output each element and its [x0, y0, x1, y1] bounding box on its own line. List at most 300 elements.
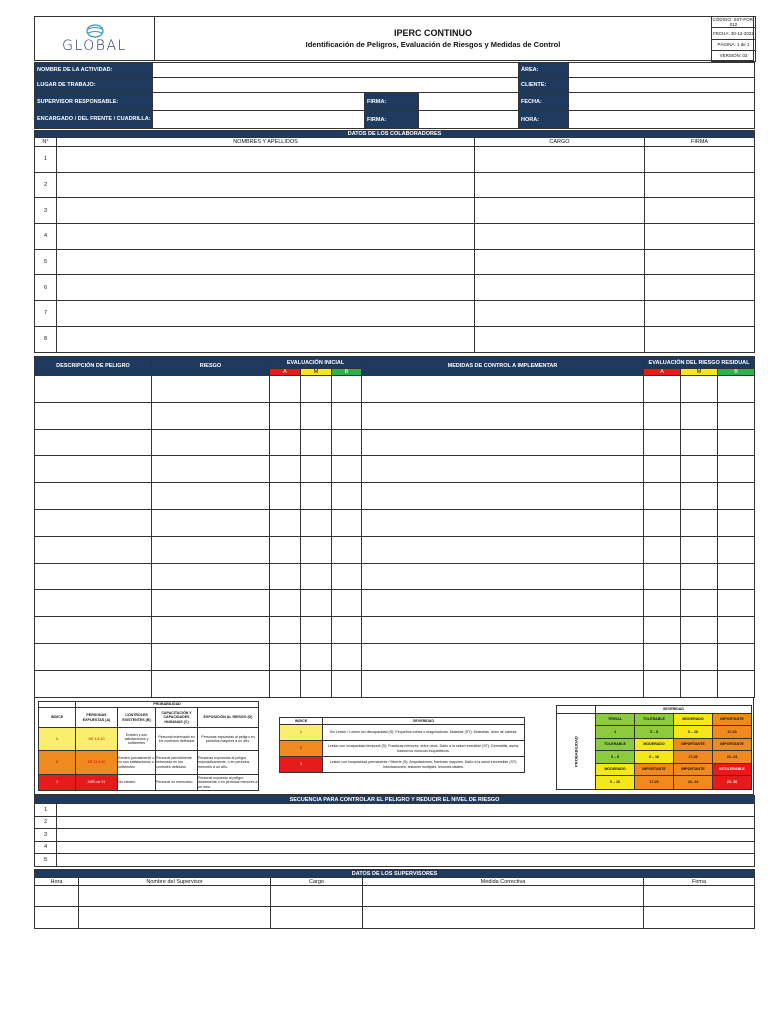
matrix-value: 17-20 [674, 751, 713, 764]
col-initial-eval: EVALUACIÓN INICIAL [270, 357, 362, 369]
position-cell[interactable] [475, 147, 645, 173]
position-cell[interactable] [475, 172, 645, 198]
level-high: A [270, 369, 301, 376]
prob-controls: Existen parcialmente o no son satisfactorios o suficientes [118, 751, 156, 775]
prob-col-training: CAPACITACIÓN Y CAPACIDADES HUMANAS (C) [156, 708, 198, 728]
level-medium: M [681, 369, 718, 376]
collaborators-table [34, 130, 755, 353]
col-number: N° [35, 138, 57, 147]
initial-medium-cell[interactable] [301, 456, 332, 483]
initial-low-cell[interactable] [332, 590, 362, 617]
hazard-cell[interactable] [35, 509, 152, 536]
control-sequence-table [34, 795, 755, 867]
residual-low-cell[interactable] [718, 509, 755, 536]
sequence-number: 3 [35, 829, 57, 842]
sev-col-severity: SEVERIDAD [323, 718, 525, 725]
residual-medium-cell[interactable] [681, 617, 718, 644]
matrix-value: 9 – 16 [596, 776, 635, 790]
control-measure-cell[interactable] [362, 670, 644, 697]
risk-cell[interactable] [152, 483, 270, 510]
hazard-cell[interactable] [35, 617, 152, 644]
control-measure-cell[interactable] [362, 456, 644, 483]
collaborators-title: DATOS DE LOS COLABORADORES [35, 131, 755, 138]
position-cell[interactable] [475, 198, 645, 224]
document-title: IPERC CONTINUO [393, 28, 472, 38]
matrix-probability-axis [557, 714, 596, 790]
residual-high-cell[interactable] [644, 376, 681, 403]
signature-field-2[interactable] [419, 111, 519, 129]
signature-cell[interactable] [645, 249, 755, 275]
risk-row [35, 509, 755, 536]
sequence-number: 4 [35, 841, 57, 854]
matrix-value: 21- 24 [674, 776, 713, 790]
residual-low-cell[interactable] [718, 376, 755, 403]
risk-cell[interactable] [152, 376, 270, 403]
initial-high-cell[interactable] [270, 563, 301, 590]
sequence-title: SECUENCIA PARA CONTROLAR EL PELIGRO Y REDUCIR EL NIVEL DE RIESGO [35, 796, 755, 804]
row-number: 1 [35, 147, 57, 173]
label-activity: NOMBRE DE LA ACTIVIDAD: [35, 63, 153, 78]
hazard-cell[interactable] [35, 590, 152, 617]
sequence-step-field[interactable] [57, 816, 755, 829]
level-low: B [332, 369, 362, 376]
control-measure-cell[interactable] [362, 509, 644, 536]
control-measure-cell[interactable] [362, 429, 644, 456]
matrix-label: TOLERABLE [596, 739, 635, 751]
activity-info [34, 62, 755, 129]
initial-high-cell[interactable] [270, 643, 301, 670]
collaborator-row [35, 275, 755, 301]
risk-cell[interactable] [152, 670, 270, 697]
hazard-cell[interactable] [35, 456, 152, 483]
sev-col-index: INDICE [280, 718, 323, 725]
prob-training: Personal no entrenado. [156, 775, 198, 791]
col-names: NOMBRES Y APELLIDOS [57, 138, 475, 147]
risk-evaluation-table [34, 356, 755, 698]
residual-low-cell[interactable] [718, 563, 755, 590]
col-hazard: DESCRIPCIÓN DE PELIGRO [35, 357, 152, 376]
signature-cell[interactable] [644, 907, 755, 929]
activity-field[interactable] [153, 63, 519, 78]
risk-cell[interactable] [152, 509, 270, 536]
matrix-label: MODERADO [596, 764, 635, 776]
signature-cell[interactable] [645, 275, 755, 301]
initial-low-cell[interactable] [332, 483, 362, 510]
prob-controls: Existen y son satisfactorios y suficientes [118, 728, 156, 751]
signature-cell[interactable] [645, 326, 755, 352]
label-area: ÁREA: [519, 63, 569, 78]
sequence-number: 5 [35, 854, 57, 867]
time-cell[interactable] [35, 886, 79, 907]
name-cell[interactable] [57, 224, 475, 250]
initial-medium-cell[interactable] [301, 617, 332, 644]
initial-medium-cell[interactable] [301, 670, 332, 697]
label-workplace: LUGAR DE TRABAJO: [35, 78, 153, 93]
risk-row [35, 483, 755, 510]
label-client: CLIENTE: [519, 78, 569, 93]
col-residual-eval: EVALUACIÓN DEL RIESGO RESIDUAL [644, 357, 755, 369]
matrix-probability-title: PROBABILIDAD [573, 736, 579, 767]
matrix-label: IMPORTANTE [713, 714, 752, 726]
collaborator-row [35, 224, 755, 250]
matrix-value: 9 – 16 [635, 751, 674, 764]
label-time: HORA: [519, 111, 569, 129]
initial-low-cell[interactable] [332, 617, 362, 644]
initial-medium-cell[interactable] [301, 509, 332, 536]
residual-low-cell[interactable] [718, 617, 755, 644]
collaborator-row [35, 172, 755, 198]
matrix-value: 25- 36 [713, 776, 752, 790]
sequence-step-field[interactable] [57, 854, 755, 867]
initial-low-cell[interactable] [332, 509, 362, 536]
time-field[interactable] [569, 111, 755, 129]
residual-high-cell[interactable] [644, 590, 681, 617]
control-measure-cell[interactable] [362, 402, 644, 429]
control-measure-cell[interactable] [362, 563, 644, 590]
signature-field[interactable] [419, 93, 519, 111]
row-number: 6 [35, 275, 57, 301]
globe-logo-icon [86, 24, 104, 38]
date-field[interactable] [569, 93, 755, 111]
initial-high-cell[interactable] [270, 617, 301, 644]
risk-cell[interactable] [152, 429, 270, 456]
col-position: Cargo [271, 878, 363, 886]
residual-medium-cell[interactable] [681, 429, 718, 456]
risk-row [35, 456, 755, 483]
prob-index: 2 [39, 751, 76, 775]
initial-low-cell[interactable] [332, 643, 362, 670]
position-cell[interactable] [475, 301, 645, 327]
sev-text: Lesión con incapacidad temporal (S): Fracturas menores, entre otros. Daño a la salud reversible (ST): Dermatitis, asma, trastornos músculo-esqueléticos. [323, 741, 525, 757]
sev-index: 2 [280, 741, 323, 757]
prob-exposed: MÁS de 21 [76, 775, 118, 791]
label-signature: FIRMA: [365, 93, 419, 111]
matrix-label: IMPORTANTE [635, 764, 674, 776]
risk-cell[interactable] [152, 536, 270, 563]
document-subtitle: Identificación de Peligros, Evaluación de Riesgos y Medidas de Control [305, 40, 561, 49]
prob-col-exposure: EXPOSICIÓN AL RIESGO (D) [198, 708, 259, 728]
residual-low-cell[interactable] [718, 590, 755, 617]
initial-medium-cell[interactable] [301, 563, 332, 590]
initial-medium-cell[interactable] [301, 376, 332, 403]
sequence-step-field[interactable] [57, 804, 755, 817]
residual-high-cell[interactable] [644, 563, 681, 590]
initial-low-cell[interactable] [332, 536, 362, 563]
control-measure-cell[interactable] [362, 536, 644, 563]
prob-training: Personal parcialmente entrenado en los controles definidos [156, 751, 198, 775]
residual-low-cell[interactable] [718, 402, 755, 429]
control-measure-cell[interactable] [362, 617, 644, 644]
col-supervisor-name: Nombre del Supervisor [79, 878, 271, 886]
matrix-label: INTOLERABLE [713, 764, 752, 776]
row-number: 3 [35, 198, 57, 224]
initial-medium-cell[interactable] [301, 643, 332, 670]
prob-controls: No existen. [118, 775, 156, 791]
level-low: B [718, 369, 755, 376]
hazard-cell[interactable] [35, 563, 152, 590]
supervisors-title: DATOS DE LOS SUPERVISORES [35, 870, 755, 878]
signature-cell[interactable] [645, 172, 755, 198]
matrix-value: 5 – 8 [635, 726, 674, 739]
probability-table [38, 701, 259, 791]
signature-cell[interactable] [645, 224, 755, 250]
sev-text: Sin Lesión / Lesión sin discapacidad (S): Pequeños cortes o magulladuras. Malestar (ST): Molestias, dolor de cabeza. [323, 725, 525, 741]
residual-low-cell[interactable] [718, 670, 755, 697]
sequence-step-field[interactable] [57, 829, 755, 842]
workplace-field[interactable] [153, 78, 519, 93]
hazard-cell[interactable] [35, 429, 152, 456]
risk-row [35, 563, 755, 590]
name-cell[interactable] [57, 172, 475, 198]
supervisor-row [35, 886, 755, 907]
risk-cell[interactable] [152, 643, 270, 670]
control-measure-cell[interactable] [362, 643, 644, 670]
initial-medium-cell[interactable] [301, 590, 332, 617]
residual-high-cell[interactable] [644, 536, 681, 563]
col-corrective-measure: Medida Correctiva [363, 878, 644, 886]
residual-high-cell[interactable] [644, 617, 681, 644]
supervisor-name-cell[interactable] [79, 886, 271, 907]
risk-row [35, 590, 755, 617]
residual-medium-cell[interactable] [681, 536, 718, 563]
logo [35, 17, 155, 60]
initial-medium-cell[interactable] [301, 483, 332, 510]
initial-high-cell[interactable] [270, 402, 301, 429]
initial-medium-cell[interactable] [301, 402, 332, 429]
position-cell[interactable] [475, 326, 645, 352]
label-supervisor: SUPERVISOR RESPONSABLE: [35, 93, 153, 111]
prob-index: 3 [39, 775, 76, 791]
matrix-value: 21- 24 [713, 751, 752, 764]
prob-exposure: Personal expuesto al peligro diariamente o en periodos menores a un mes. [198, 776, 258, 789]
matrix-label: IMPORTANTE [674, 764, 713, 776]
row-number: 4 [35, 224, 57, 250]
col-control-measures: MEDIDAS DE CONTROL A IMPLEMENTAR [362, 357, 644, 376]
initial-medium-cell[interactable] [301, 429, 332, 456]
collaborator-row [35, 249, 755, 275]
prob-exposure: Personas expuestas al peligro en periodos mayores a un año. [198, 728, 259, 751]
hazard-cell[interactable] [35, 402, 152, 429]
initial-high-cell[interactable] [270, 429, 301, 456]
meta-page: PÁGINA: 1 de 1 [712, 39, 756, 50]
collaborator-row [35, 326, 755, 352]
matrix-label: TRIVIAL [596, 714, 635, 726]
residual-medium-cell[interactable] [681, 563, 718, 590]
position-cell[interactable] [271, 886, 363, 907]
initial-high-cell[interactable] [270, 376, 301, 403]
hazard-cell[interactable] [35, 483, 152, 510]
risk-row [35, 643, 755, 670]
hazard-cell[interactable] [35, 376, 152, 403]
residual-medium-cell[interactable] [681, 643, 718, 670]
initial-high-cell[interactable] [270, 456, 301, 483]
initial-low-cell[interactable] [332, 376, 362, 403]
signature-cell[interactable] [645, 301, 755, 327]
initial-high-cell[interactable] [270, 536, 301, 563]
initial-high-cell[interactable] [270, 670, 301, 697]
col-risk: RIESGO [152, 357, 270, 376]
meta-code: CÓDIGO: SST-FOR-012 [712, 17, 755, 28]
name-cell[interactable] [57, 301, 475, 327]
matrix-value: 5 – 8 [596, 751, 635, 764]
row-number: 2 [35, 172, 57, 198]
area-field[interactable] [569, 63, 755, 78]
matrix-label: MODERADO [635, 739, 674, 751]
risk-rows [35, 376, 755, 698]
risk-row [35, 536, 755, 563]
col-position: CARGO [475, 138, 645, 147]
position-cell[interactable] [475, 224, 645, 250]
row-number: 7 [35, 301, 57, 327]
collaborator-row [35, 198, 755, 224]
prob-col-index: INDICE [39, 708, 76, 728]
position-cell[interactable] [475, 249, 645, 275]
client-field[interactable] [569, 78, 755, 93]
name-cell[interactable] [57, 249, 475, 275]
signature-cell[interactable] [645, 198, 755, 224]
title-block [155, 17, 711, 60]
risk-matrix [556, 705, 752, 790]
col-time: Hora [35, 878, 79, 886]
residual-medium-cell[interactable] [681, 376, 718, 403]
initial-high-cell[interactable] [270, 509, 301, 536]
risk-cell[interactable] [152, 402, 270, 429]
initial-low-cell[interactable] [332, 563, 362, 590]
initial-medium-cell[interactable] [301, 536, 332, 563]
residual-high-cell[interactable] [644, 509, 681, 536]
residual-low-cell[interactable] [718, 643, 755, 670]
sev-index: 1 [280, 725, 323, 741]
sev-index: 3 [280, 757, 323, 773]
name-cell[interactable] [57, 198, 475, 224]
corrective-measure-cell[interactable] [363, 886, 644, 907]
prob-index: 1 [39, 728, 76, 751]
residual-high-cell[interactable] [644, 483, 681, 510]
initial-low-cell[interactable] [332, 429, 362, 456]
residual-low-cell[interactable] [718, 483, 755, 510]
risk-cell[interactable] [152, 617, 270, 644]
prob-col-controls: CONTROLES EXISTENTES (B) [118, 708, 156, 728]
supervisors-table [34, 869, 755, 929]
name-cell[interactable] [57, 275, 475, 301]
control-measure-cell[interactable] [362, 590, 644, 617]
matrix-value: 17-20 [713, 726, 752, 739]
risk-cell[interactable] [152, 563, 270, 590]
residual-high-cell[interactable] [644, 456, 681, 483]
matrix-value: 4 [596, 726, 635, 739]
matrix-severity-title: SEVERIDAD [596, 706, 752, 714]
residual-medium-cell[interactable] [681, 402, 718, 429]
control-measure-cell[interactable] [362, 376, 644, 403]
time-cell[interactable] [35, 907, 79, 929]
logo-text: GLOBAL [62, 37, 127, 54]
document-meta [711, 16, 756, 62]
sequence-step-field[interactable] [57, 841, 755, 854]
risk-cell[interactable] [152, 456, 270, 483]
initial-high-cell[interactable] [270, 483, 301, 510]
level-high: A [644, 369, 681, 376]
supervisor-name-cell[interactable] [79, 907, 271, 929]
label-foreman: ENCARGADO / DEL FRENTE / CUADRILLA: [35, 111, 153, 129]
row-number: 8 [35, 326, 57, 352]
supervisor-field[interactable] [153, 93, 365, 111]
foreman-field[interactable] [153, 111, 365, 129]
risk-row [35, 402, 755, 429]
meta-date: FECHA: 30-12-2022 [712, 28, 756, 39]
sequence-number: 1 [35, 804, 57, 817]
signature-cell[interactable] [644, 886, 755, 907]
corrective-measure-cell[interactable] [363, 907, 644, 929]
residual-high-cell[interactable] [644, 643, 681, 670]
prob-exposure: Personas expuestas al peligro esporádicamente, o en periodos menores a un año. [198, 751, 259, 775]
matrix-label: MODERADO [674, 714, 713, 726]
position-cell[interactable] [271, 907, 363, 929]
matrix-value: 9 – 16 [674, 726, 713, 739]
prob-exposed: DE 1 A 10 [76, 728, 118, 751]
risk-cell[interactable] [152, 590, 270, 617]
hazard-cell[interactable] [35, 536, 152, 563]
supervisor-row [35, 907, 755, 929]
risk-row [35, 670, 755, 697]
risk-row [35, 617, 755, 644]
signature-cell[interactable] [645, 147, 755, 173]
sev-text: Lesión con incapacidad permanente / Muerte (S): Amputaciones, fracturas mayores. Daño a la salud irreversible (ST): Intoxicaciones, lesiones múltiples, lesiones fatales. [323, 757, 525, 773]
meta-version: VERSIÓN: 02 [712, 50, 756, 61]
residual-medium-cell[interactable] [681, 483, 718, 510]
residual-low-cell[interactable] [718, 536, 755, 563]
control-measure-cell[interactable] [362, 483, 644, 510]
residual-low-cell[interactable] [718, 456, 755, 483]
residual-high-cell[interactable] [644, 670, 681, 697]
severity-table [279, 717, 525, 773]
residual-high-cell[interactable] [644, 402, 681, 429]
initial-high-cell[interactable] [270, 590, 301, 617]
hazard-cell[interactable] [35, 643, 152, 670]
prob-training: Personal entrenado en los controles definidos [156, 728, 198, 751]
matrix-label: IMPORTANTE [674, 739, 713, 751]
name-cell[interactable] [57, 326, 475, 352]
label-signature-2: FIRMA: [365, 111, 419, 129]
initial-low-cell[interactable] [332, 456, 362, 483]
residual-medium-cell[interactable] [681, 670, 718, 697]
position-cell[interactable] [475, 275, 645, 301]
prob-col-exposed: PERSONAS EXPUESTAS (A) [76, 708, 118, 728]
col-signature: FIRMA [645, 138, 755, 147]
hazard-cell[interactable] [35, 670, 152, 697]
matrix-label: IMPORTANTE [713, 739, 752, 751]
residual-medium-cell[interactable] [681, 590, 718, 617]
prob-exposed: DE 11 A 20 [76, 751, 118, 775]
matrix-label: TOLERABLE [635, 714, 674, 726]
label-date: FECHA: [519, 93, 569, 111]
collaborator-row [35, 147, 755, 173]
residual-medium-cell[interactable] [681, 509, 718, 536]
document-header [34, 16, 754, 61]
risk-row [35, 429, 755, 456]
collaborator-row [35, 301, 755, 327]
residual-high-cell[interactable] [644, 429, 681, 456]
initial-low-cell[interactable] [332, 670, 362, 697]
residual-low-cell[interactable] [718, 429, 755, 456]
probability-title: PROBABILIDAD [76, 702, 259, 708]
sequence-number: 2 [35, 816, 57, 829]
level-medium: M [301, 369, 332, 376]
col-signature: Firma [644, 878, 755, 886]
initial-low-cell[interactable] [332, 402, 362, 429]
matrix-value: 17-20 [635, 776, 674, 790]
residual-medium-cell[interactable] [681, 456, 718, 483]
name-cell[interactable] [57, 147, 475, 173]
